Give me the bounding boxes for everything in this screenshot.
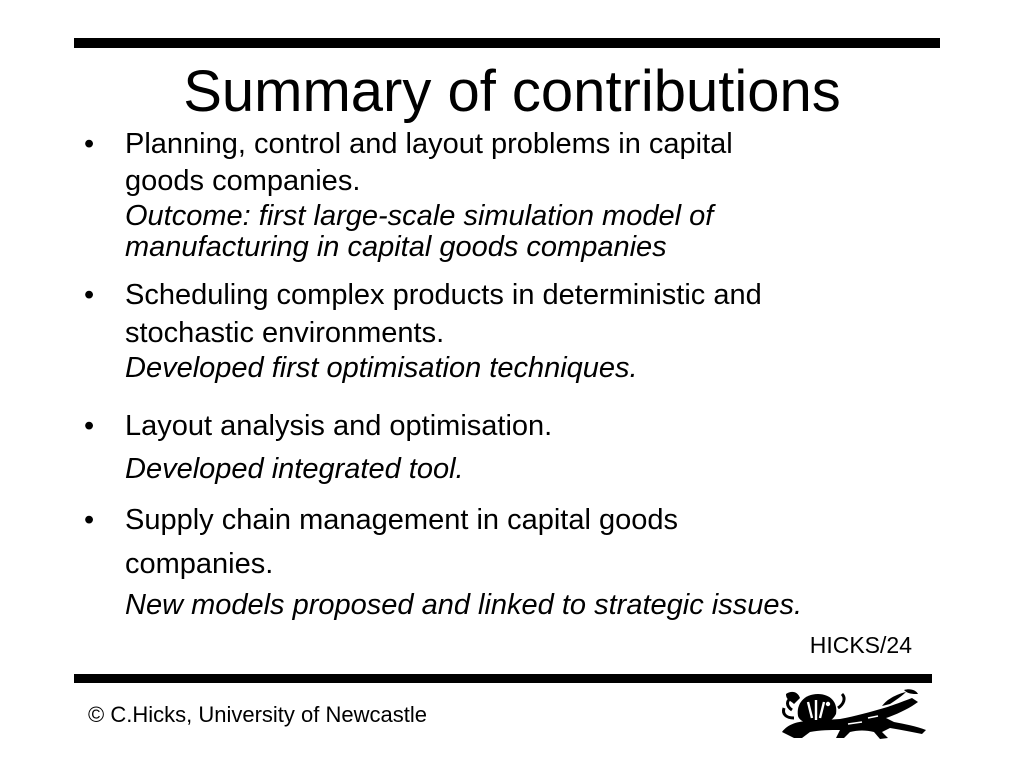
bullet-body bbox=[125, 406, 984, 489]
bullet-outcome-line: manufacturing in capital goods companies bbox=[125, 231, 667, 263]
bullet-marker: • bbox=[84, 410, 95, 442]
copyright-text: © C.Hicks, University of Newcastle bbox=[88, 702, 427, 727]
top-rule bbox=[74, 38, 940, 48]
bullet-text-line: stochastic environments. bbox=[125, 317, 445, 349]
bullet-text-line: Scheduling complex products in deterministic and bbox=[125, 279, 762, 311]
bullet-marker: • bbox=[84, 504, 95, 536]
bullet-item-scheduling bbox=[84, 276, 984, 386]
bullet-item-supply-chain bbox=[84, 498, 984, 624]
bullet-outcome-line: Developed integrated tool. bbox=[125, 453, 464, 485]
slide-number: HICKS/24 bbox=[809, 632, 912, 658]
bullet-item-layout bbox=[84, 406, 984, 489]
bullet-body bbox=[125, 498, 984, 624]
bullet-text-line: Planning, control and layout problems in capital bbox=[125, 128, 733, 160]
bottom-rule bbox=[74, 674, 932, 683]
bullet-outcome-line: New models proposed and linked to strategic issues. bbox=[125, 589, 803, 621]
bullet-outcome-line: Outcome: first large-scale simulation model of bbox=[125, 200, 714, 232]
bullet-text-line: Layout analysis and optimisation. bbox=[125, 410, 553, 442]
bullet-item-planning bbox=[84, 126, 984, 263]
bullet-marker: • bbox=[84, 279, 95, 311]
bullet-marker: • bbox=[84, 128, 95, 160]
bullet-text-line: Supply chain management in capital goods bbox=[125, 504, 678, 536]
heraldic-lion-icon bbox=[778, 688, 932, 740]
bullet-outcome-line: Developed first optimisation techniques. bbox=[125, 352, 638, 384]
slide-title: Summary of contributions bbox=[183, 59, 841, 124]
bullet-text-line: goods companies. bbox=[125, 165, 361, 197]
bullet-body bbox=[125, 276, 984, 386]
bullet-text-line: companies. bbox=[125, 548, 274, 580]
bullet-body bbox=[125, 126, 984, 263]
